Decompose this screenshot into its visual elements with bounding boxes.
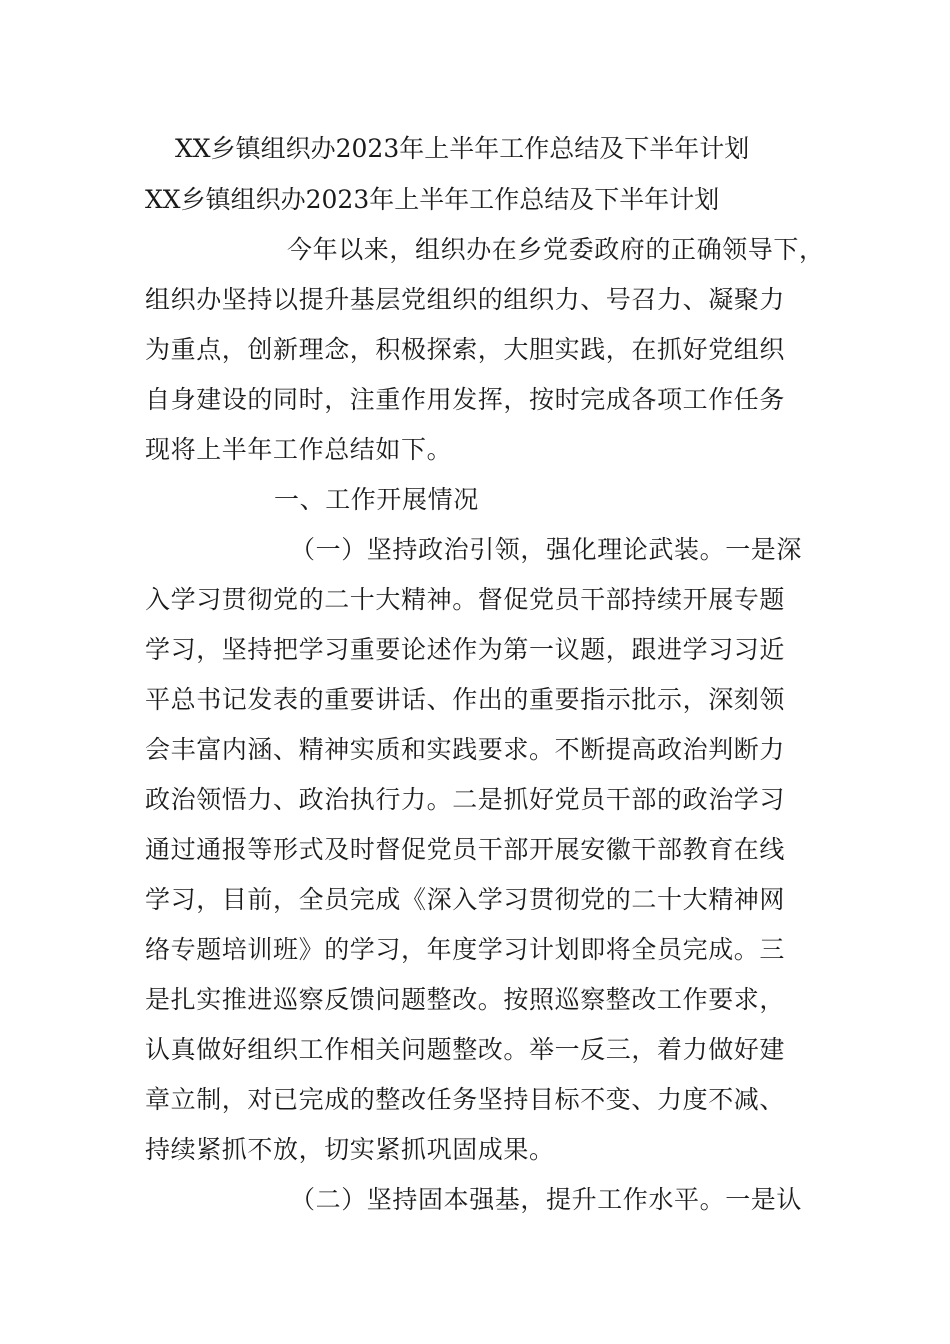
paragraph-line: 通过通报等形式及时督促党员干部开展安徽干部教育在线 [145,835,786,864]
paragraph-line: 认真做好组织工作相关问题整改。举一反三，着力做好建 [145,1035,786,1064]
paragraph-line: 政治领悟力、政治执行力。二是抓好党员干部的政治学习 [145,785,786,814]
section-heading: 一、工作开展情况 [274,485,479,514]
document-title: XX乡镇组织办2023年上半年工作总结及下半年计划 [175,134,750,163]
paragraph-line: 章立制，对已完成的整改任务坚持目标不变、力度不减、 [145,1085,786,1114]
paragraph-line: 持续紧抓不放，切实紧抓巩固成果。 [145,1135,555,1164]
intro-line: 为重点，创新理念，积极探索，大胆实践，在抓好党组织 [145,335,786,364]
paragraph-line: （一）坚持政治引领，强化理论武装。一是深 [290,535,803,564]
paragraph-line: 学习，目前，全员完成《深入学习贯彻党的二十大精神网 [145,885,786,914]
paragraph-line: 学习，坚持把学习重要论述作为第一议题，跟进学习习近 [145,635,786,664]
intro-line: 现将上半年工作总结如下。 [145,435,453,464]
intro-line: 今年以来，组织办在乡党委政府的正确领导下， [287,235,825,264]
intro-line: 自身建设的同时，注重作用发挥，按时完成各项工作任务 [145,385,786,414]
paragraph-line: （二）坚持固本强基，提升工作水平。一是认 [290,1185,803,1214]
paragraph-line: 入学习贯彻党的二十大精神。督促党员干部持续开展专题 [145,585,786,614]
document-title-repeat: XX乡镇组织办2023年上半年工作总结及下半年计划 [145,185,720,214]
paragraph-line: 络专题培训班》的学习，年度学习计划即将全员完成。三 [145,935,786,964]
paragraph-line: 会丰富内涵、精神实质和实践要求。不断提高政治判断力 [145,735,786,764]
paragraph-line: 是扎实推进巡察反馈问题整改。按照巡察整改工作要求， [145,985,786,1014]
paragraph-line: 平总书记发表的重要讲话、作出的重要指示批示，深刻领 [145,685,786,714]
intro-line: 组织办坚持以提升基层党组织的组织力、号召力、凝聚力 [145,285,786,314]
